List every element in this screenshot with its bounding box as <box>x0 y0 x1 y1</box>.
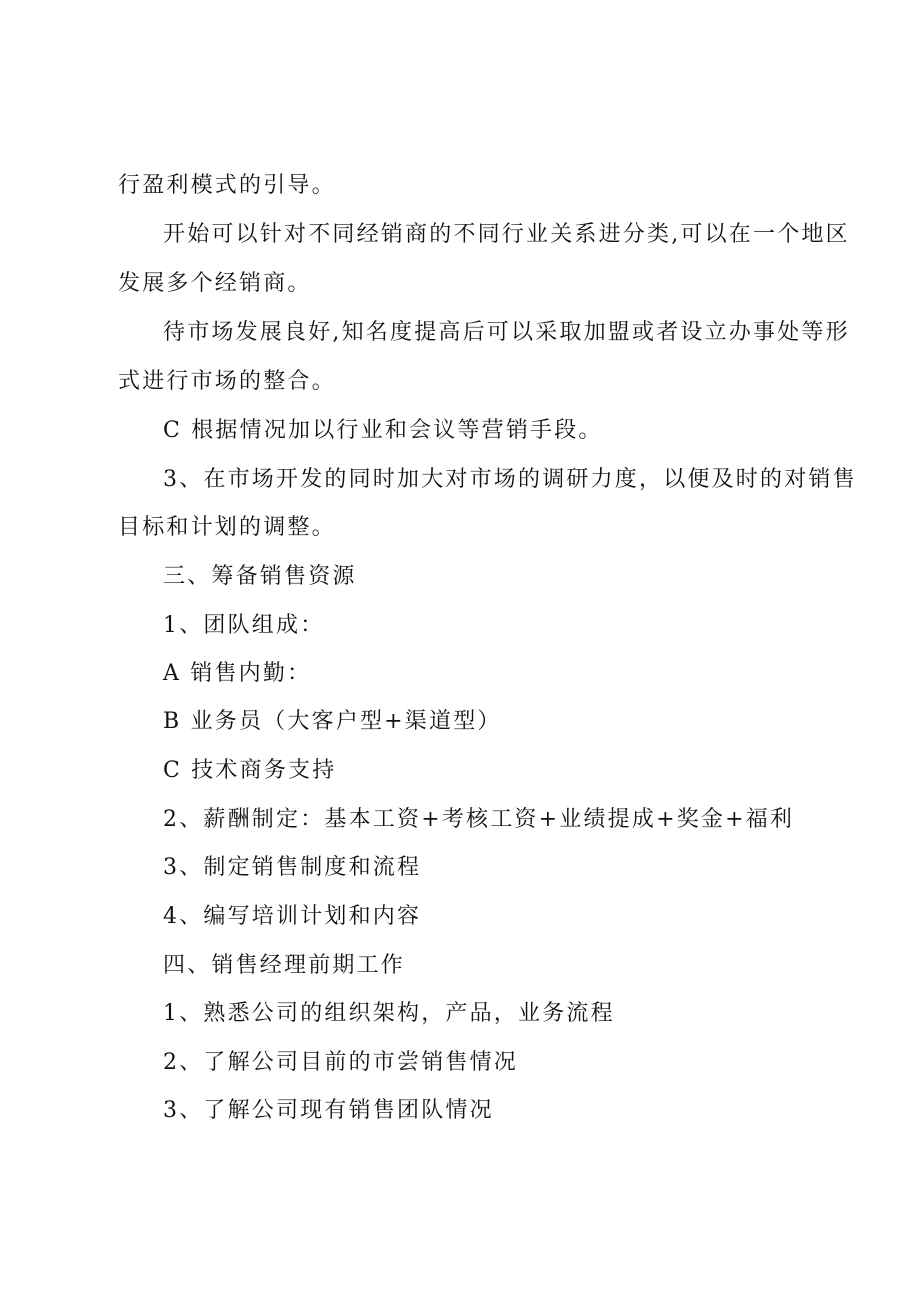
list-item: A 销售内勤： <box>163 661 312 686</box>
list-item: 1、熟悉公司的组织架构，产品，业务流程 <box>163 1001 615 1026</box>
list-item: 3、制定销售制度和流程 <box>163 855 422 880</box>
list-item: C 技术商务支持 <box>163 758 337 783</box>
section-heading: 三、筹备销售资源 <box>163 564 357 589</box>
paragraph-line: C 根据情况加以行业和会议等营销手段。 <box>163 418 603 443</box>
section-heading: 四、销售经理前期工作 <box>163 953 406 978</box>
paragraph-line: 待市场发展良好,知名度提高后可以采取加盟或者设立办事处等形 <box>163 320 850 345</box>
list-item: 4、编写培训计划和内容 <box>163 904 422 929</box>
paragraph-line: 式进行市场的整合。 <box>118 369 336 394</box>
list-item: 3、了解公司现有销售团队情况 <box>163 1098 494 1123</box>
list-item: B 业务员（大客户型+渠道型） <box>163 709 502 734</box>
paragraph-line: 发展多个经销商。 <box>118 271 312 296</box>
list-item: 1、团队组成： <box>163 613 325 638</box>
paragraph-line: 3、在市场开发的同时加大对市场的调研力度，以便及时的对销售 <box>163 467 857 492</box>
list-item: 2、薪酬制定：基本工资+考核工资+业绩提成+奖金+福利 <box>163 807 795 832</box>
paragraph-line: 目标和计划的调整。 <box>118 515 336 540</box>
paragraph-line: 开始可以针对不同经销商的不同行业关系进分类,可以在一个地区 <box>163 222 850 247</box>
paragraph-line: 行盈利模式的引导。 <box>118 173 336 198</box>
list-item: 2、了解公司目前的市尝销售情况 <box>163 1050 518 1075</box>
